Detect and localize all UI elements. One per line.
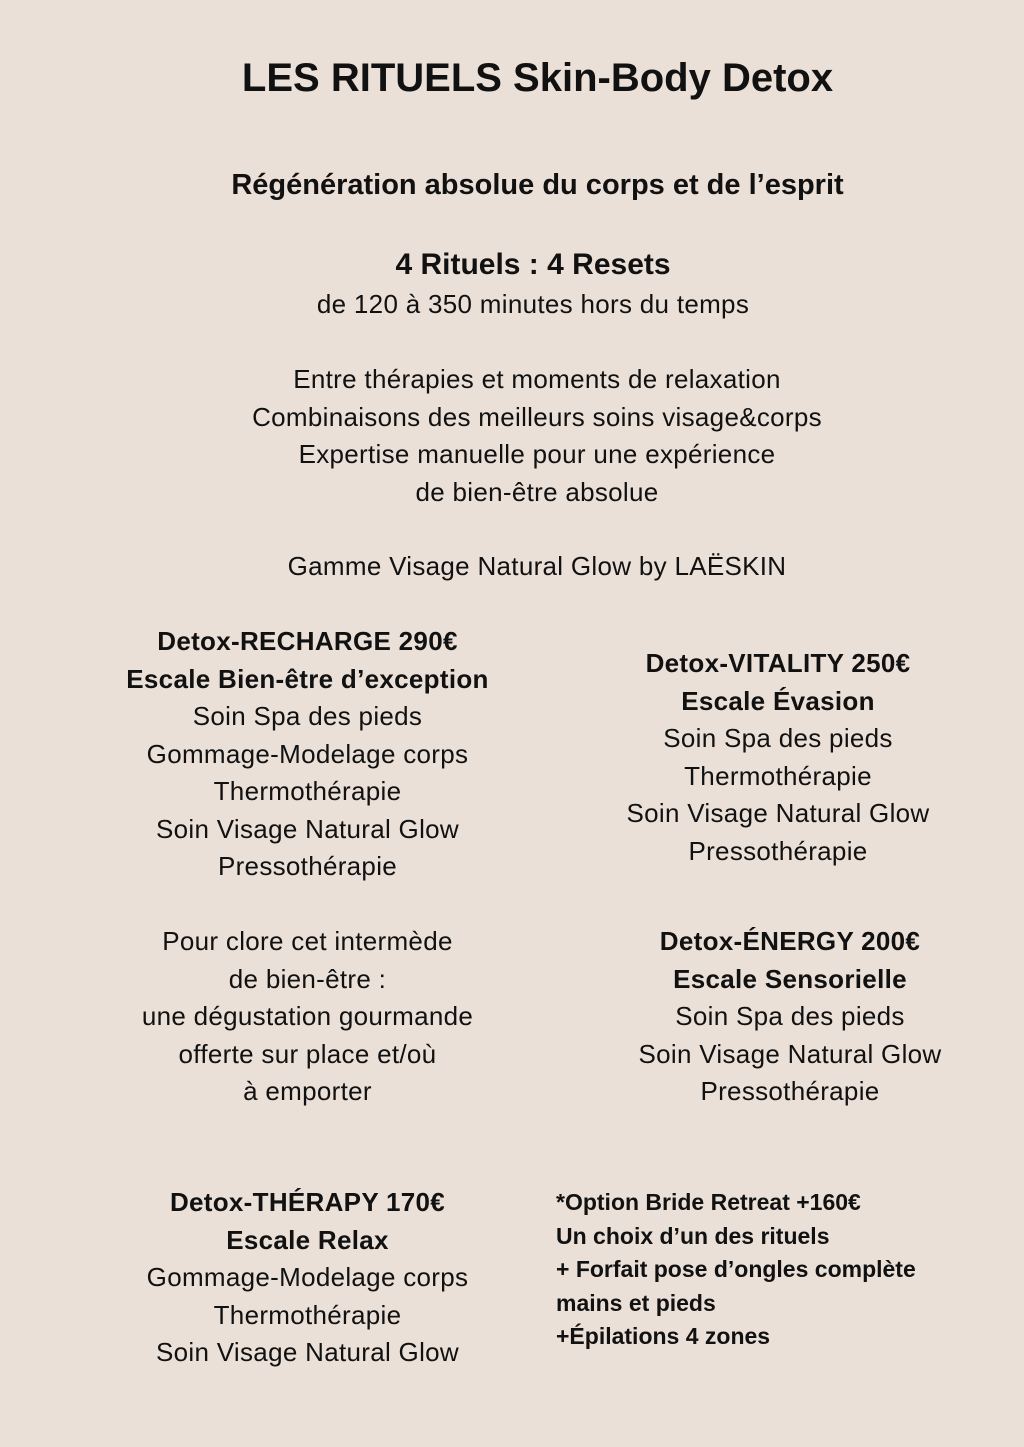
ritual-escale: Escale Relax bbox=[226, 1224, 389, 1255]
intro-line: Combinaisons des meilleurs soins visage&corps bbox=[252, 401, 822, 432]
ritual-escale: Escale Bien-être d’exception bbox=[126, 663, 489, 694]
page-subtitle: Régénération absolue du corps et de l’esprit bbox=[231, 169, 844, 201]
intro-text bbox=[0, 361, 1024, 511]
bride-retreat-option bbox=[556, 1186, 1016, 1354]
ritual-name: Detox-VITALITY 250€ bbox=[645, 648, 911, 678]
ritual-item: Soin Visage Natural Glow bbox=[156, 1337, 459, 1367]
option-line: + Forfait pose d’ongles complète bbox=[556, 1256, 916, 1282]
closing-line: à emporter bbox=[243, 1076, 372, 1106]
closing-line: une dégustation gourmande bbox=[141, 1001, 474, 1031]
rituals-heading: 4 Rituels : 4 Resets bbox=[395, 248, 671, 281]
ritual-item: Soin Visage Natural Glow bbox=[638, 1038, 942, 1069]
ritual-item: Pressothérapie bbox=[700, 1076, 880, 1106]
option-line: mains et pieds bbox=[556, 1289, 716, 1316]
ritual-item: Thermothérapie bbox=[213, 776, 402, 806]
ritual-item: Pressothérapie bbox=[688, 835, 868, 866]
ritual-item: Thermothérapie bbox=[213, 1299, 402, 1330]
ritual-escale: Escale Évasion bbox=[681, 685, 875, 716]
option-line: *Option Bride Retreat +160€ bbox=[556, 1189, 861, 1215]
ritual-vitality bbox=[563, 645, 993, 870]
intro-line: Expertise manuelle pour une expérience bbox=[298, 439, 776, 469]
ritual-therapy bbox=[60, 1184, 555, 1372]
ritual-name: Detox-ÉNERGY 200€ bbox=[659, 926, 921, 956]
option-line: +Épilations 4 zones bbox=[556, 1323, 771, 1349]
ritual-item: Gommage-Modelage corps bbox=[146, 738, 469, 769]
option-line: Un choix d’un des rituels bbox=[556, 1222, 830, 1249]
ritual-item: Thermothérapie bbox=[684, 760, 872, 791]
duration-text: de 120 à 350 minutes hors du temps bbox=[316, 289, 750, 319]
closing-line: offerte sur place et/où bbox=[178, 1038, 437, 1069]
ritual-escale: Escale Sensorielle bbox=[673, 963, 907, 994]
closing-line: de bien-être : bbox=[228, 963, 387, 994]
ritual-item: Soin Spa des pieds bbox=[663, 723, 893, 753]
ritual-item: Soin Visage Natural Glow bbox=[156, 813, 459, 844]
ritual-recharge bbox=[60, 623, 555, 886]
closing-line: Pour clore cet intermède bbox=[162, 926, 453, 956]
intro-line: Entre thérapies et moments de relaxation bbox=[293, 364, 781, 394]
page-title: LES RITUELS Skin-Body Detox bbox=[241, 56, 834, 100]
ritual-item: Soin Visage Natural Glow bbox=[626, 798, 930, 828]
ritual-name: Detox-RECHARGE 290€ bbox=[157, 626, 458, 656]
closing-text bbox=[60, 923, 555, 1111]
ritual-item: Soin Spa des pieds bbox=[192, 701, 423, 731]
ritual-name: Detox-THÉRAPY 170€ bbox=[169, 1187, 446, 1217]
ritual-item: Soin Spa des pieds bbox=[675, 1001, 905, 1031]
ritual-energy bbox=[575, 923, 1005, 1111]
intro-line: de bien-être absolue bbox=[415, 476, 659, 507]
range-text: Gamme Visage Natural Glow by LAËSKIN bbox=[287, 551, 787, 581]
ritual-item: Gommage-Modelage corps bbox=[146, 1262, 469, 1292]
ritual-item: Pressothérapie bbox=[217, 851, 398, 881]
